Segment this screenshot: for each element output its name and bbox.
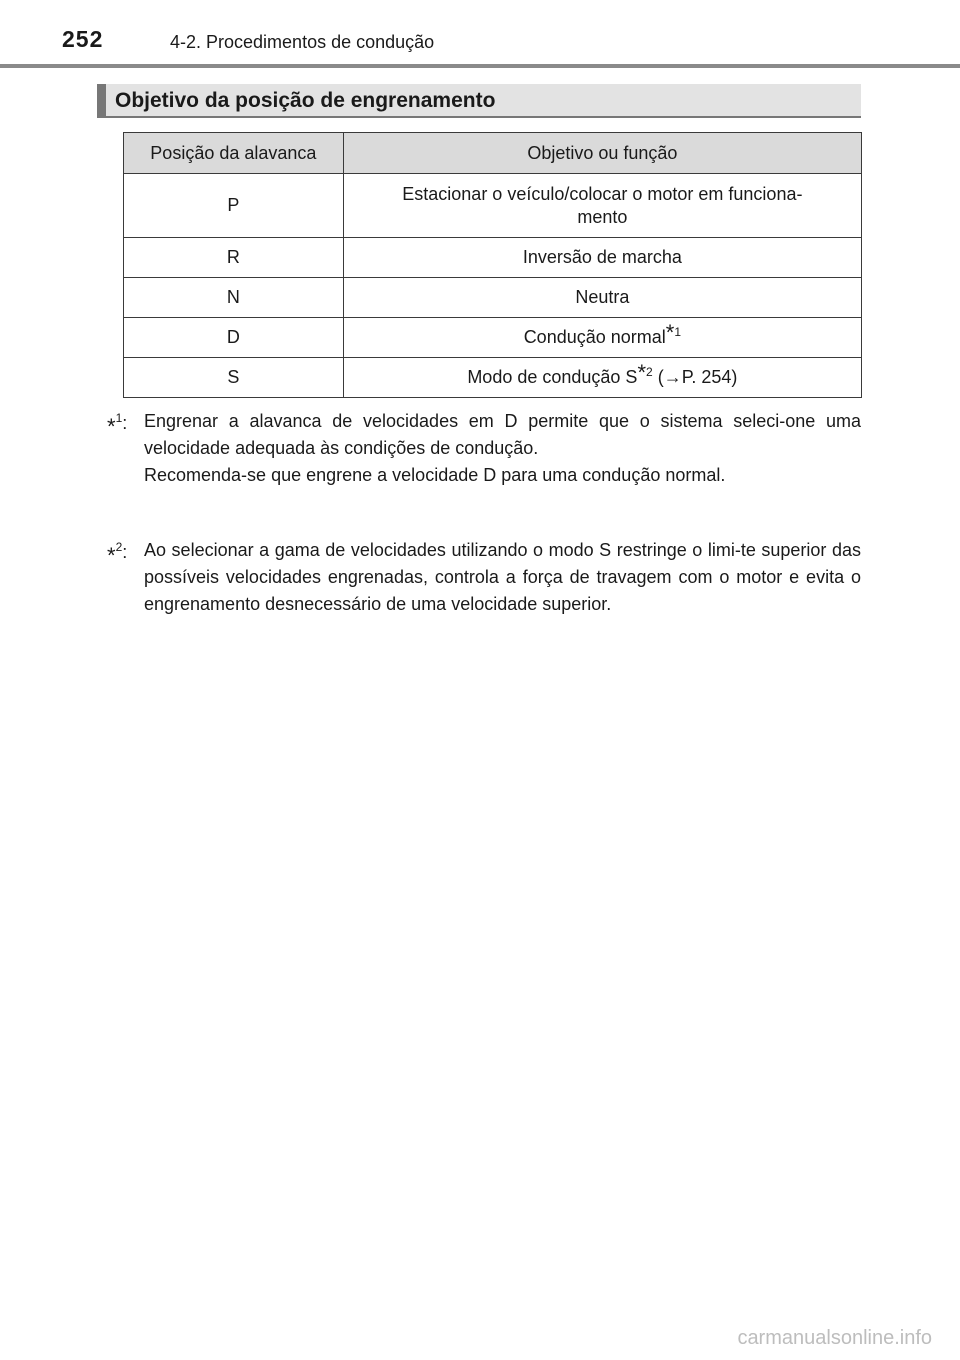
cell-function: Inversão de marcha: [343, 238, 861, 278]
footnote-marker: *$^1$:: [107, 411, 128, 439]
table-row: [124, 238, 862, 278]
table-header-row: [124, 133, 862, 174]
cell-position: D: [124, 318, 344, 358]
page-header: [0, 0, 960, 70]
chapter-title: 4-2. Procedimentos de condução: [170, 32, 435, 52]
cell-function: Neutra: [343, 278, 861, 318]
header-function: Objetivo ou função: [343, 133, 861, 174]
section-title: Objetivo da posição de engrenamento: [115, 89, 496, 112]
footnote-body: [144, 537, 861, 618]
asterisk-icon: *: [107, 543, 116, 568]
watermark: carmanualsonline.info: [737, 1327, 932, 1349]
page-number: 252: [62, 26, 104, 52]
page-reference[interactable]: P. 254): [681, 367, 738, 387]
asterisk-icon: *: [107, 414, 116, 439]
footnote-1: [107, 408, 861, 489]
table-row: [124, 174, 862, 238]
arrow-right-icon: →: [663, 367, 682, 387]
cell-position: P: [124, 174, 344, 238]
footnote-marker: *$^2$:: [107, 540, 128, 568]
lever-position-table: [123, 132, 862, 398]
asterisk-icon: *: [665, 320, 675, 345]
header-rule: [0, 64, 960, 68]
footnote-text: Recomenda-se que engrene a velocidade D para uma condução normal.: [144, 465, 726, 485]
table-row: [124, 358, 862, 398]
footnote-2: [107, 537, 861, 618]
cell-function: Modo de condução $S^{*2}$ (→P. 254): [343, 358, 861, 398]
cell-function-text: Modo de condução S: [467, 367, 638, 387]
cell-position: N: [124, 278, 344, 318]
cell-function: [343, 318, 861, 358]
table-row: [124, 278, 862, 318]
footnote-text: Ao selecionar a gama de velocidades utilizando o modo S restringe o limi-te superior das possíveis velocidades engrenadas, controla a força de travagem com o motor e evita o engrenamento desnecessário de uma velocidade superior.: [144, 540, 861, 614]
header-lever-position: Posição da alavanca: [124, 133, 344, 174]
section-heading: [97, 84, 861, 118]
cell-function: [343, 174, 861, 238]
cell-function-text: Estacionar o veículo/colocar o motor em funciona-: [402, 183, 803, 204]
footnote-body: [144, 408, 861, 489]
section-heading-bar: [97, 84, 106, 116]
cell-function-text-cont: mento: [577, 206, 628, 227]
table-row: [124, 318, 862, 358]
footnote-ref: *2: [637, 360, 653, 385]
cell-function-text: Condução normal: [523, 327, 666, 347]
cell-position: R: [124, 238, 344, 278]
cell-position: S: [124, 358, 344, 398]
footnote-ref: *1: [665, 320, 682, 345]
footnote-text: Engrenar a alavanca de velocidades em D permite que o sistema seleci-one uma velocidade adequada às condições de condução.: [144, 411, 861, 458]
asterisk-icon: *: [637, 360, 646, 385]
